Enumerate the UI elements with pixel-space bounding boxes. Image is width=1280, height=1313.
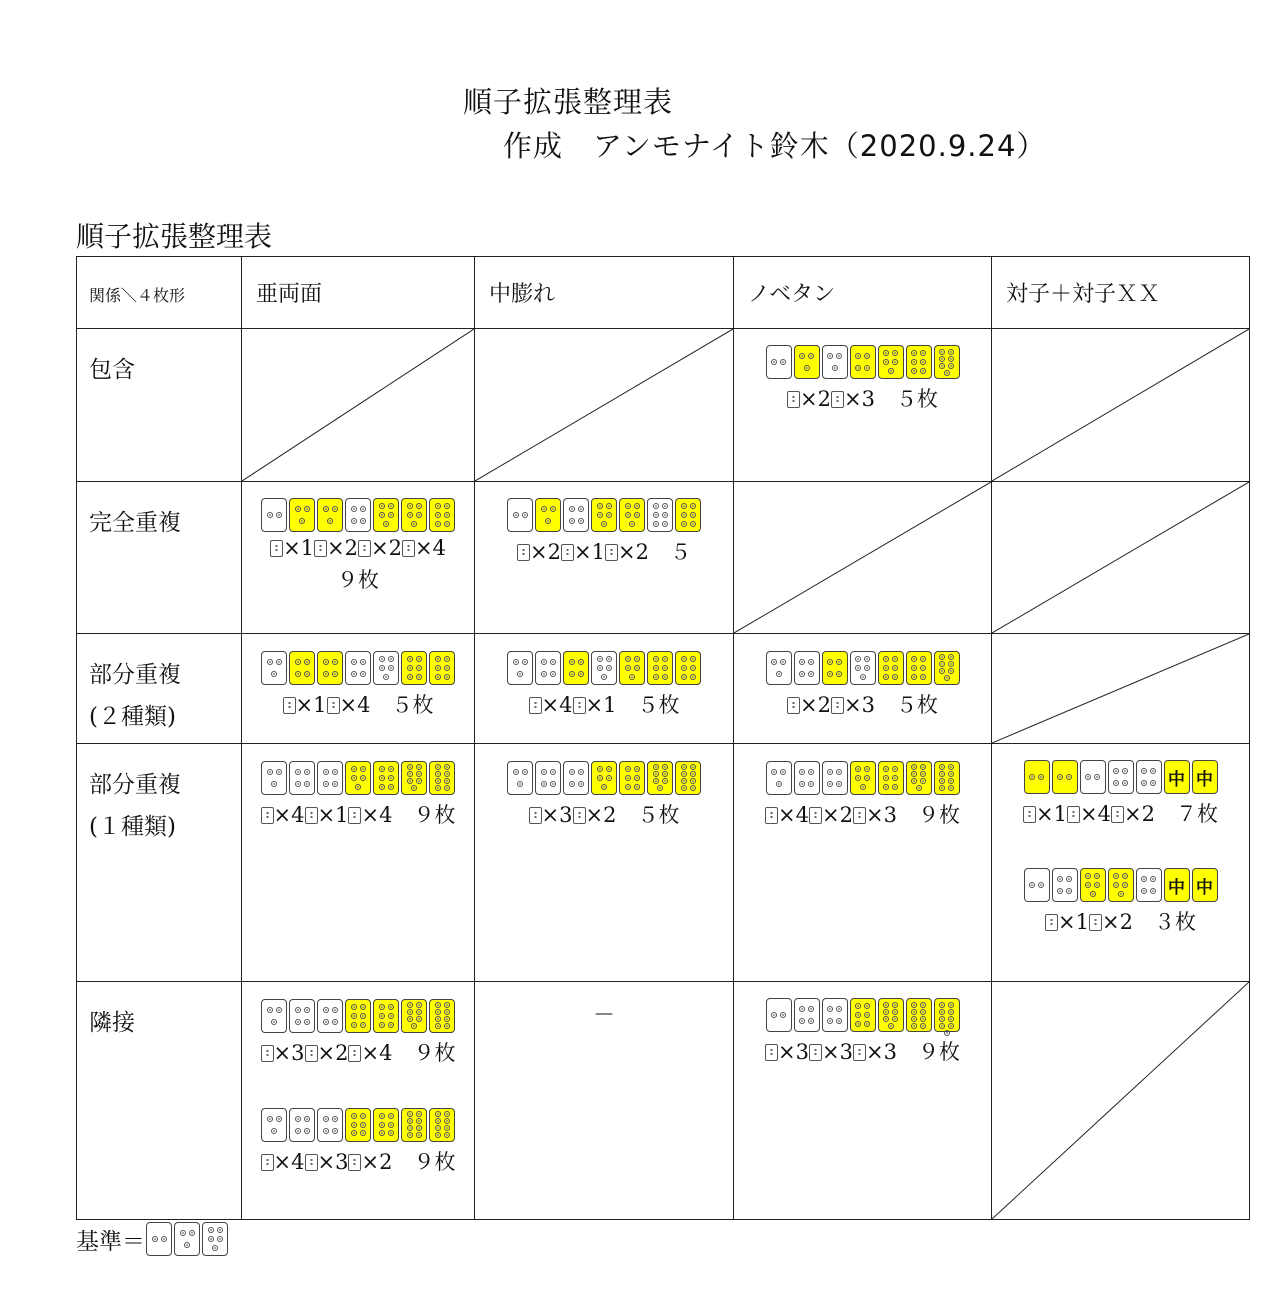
tile-row bbox=[260, 999, 456, 1033]
tile-row bbox=[260, 651, 456, 685]
pin-tile bbox=[647, 761, 673, 795]
row-label bbox=[77, 634, 242, 744]
wait-count-note bbox=[242, 799, 474, 829]
pin-tile bbox=[563, 761, 589, 795]
pin-tile bbox=[563, 498, 589, 532]
wait-count-note bbox=[475, 536, 733, 566]
hand-cell bbox=[734, 329, 992, 482]
mini-tile-icon bbox=[853, 807, 866, 824]
tile-row bbox=[260, 761, 456, 795]
pin-tile bbox=[619, 761, 645, 795]
pin-tile bbox=[345, 651, 371, 685]
mini-tile-icon bbox=[765, 807, 778, 824]
note-text: ×2 bbox=[1102, 910, 1133, 934]
mini-tile-icon bbox=[561, 544, 574, 561]
mini-tile-icon bbox=[314, 540, 327, 557]
row-label-text: 部分重複 (１種類) bbox=[89, 772, 181, 840]
note-text: ×4 bbox=[273, 1149, 305, 1174]
pin-tile bbox=[373, 1108, 399, 1142]
hand-cell bbox=[734, 634, 992, 744]
pin-tile bbox=[429, 761, 455, 795]
empty-cell bbox=[992, 329, 1250, 482]
table-row bbox=[77, 982, 1250, 1220]
empty-cell bbox=[992, 482, 1250, 634]
pin-tile bbox=[766, 651, 792, 685]
pin-tile bbox=[934, 345, 960, 379]
mini-tile-icon bbox=[605, 544, 618, 561]
mini-tile-icon bbox=[809, 807, 822, 824]
tile-row bbox=[765, 651, 961, 685]
pin-tile bbox=[1024, 760, 1050, 794]
note-text: ７枚 bbox=[1175, 802, 1218, 826]
note-text: ×4 ５枚 bbox=[339, 692, 434, 717]
pin-tile bbox=[289, 651, 315, 685]
pin-tile bbox=[289, 761, 315, 795]
note-text: ×4 bbox=[541, 692, 573, 717]
pin-tile bbox=[401, 651, 427, 685]
pin-tile bbox=[261, 761, 287, 795]
tile-row bbox=[260, 498, 456, 532]
dragon-tile: 中 bbox=[1164, 760, 1190, 794]
pin-tile bbox=[675, 761, 701, 795]
hand-cell bbox=[475, 982, 734, 1220]
note-text: ５枚 bbox=[895, 692, 938, 717]
pin-tile bbox=[934, 651, 960, 685]
pin-tile bbox=[429, 498, 455, 532]
note-text: ×3 bbox=[273, 1040, 305, 1065]
pin-tile bbox=[1108, 868, 1134, 902]
pin-tile bbox=[794, 345, 820, 379]
table-row bbox=[77, 482, 1250, 634]
dragon-tile: 中 bbox=[1192, 868, 1218, 902]
pin-tile bbox=[317, 999, 343, 1033]
dragon-tile: 中 bbox=[1192, 760, 1218, 794]
hand-cell bbox=[734, 982, 992, 1220]
mini-tile-icon bbox=[573, 807, 586, 824]
note-text: ×1 bbox=[1058, 910, 1089, 934]
pin-tile bbox=[794, 998, 820, 1032]
wait-count-note bbox=[475, 689, 733, 719]
mini-tile-icon bbox=[283, 697, 296, 714]
mini-tile-icon bbox=[1067, 806, 1080, 823]
pin-tile bbox=[202, 1222, 228, 1256]
tile-row bbox=[506, 498, 702, 532]
mini-tile-icon bbox=[261, 1154, 274, 1171]
pin-tile bbox=[591, 761, 617, 795]
pin-tile bbox=[1024, 868, 1050, 902]
wait-count-note bbox=[734, 689, 991, 719]
mini-tile-icon bbox=[261, 807, 274, 824]
row-label: 隣接 bbox=[77, 982, 242, 1220]
pin-tile bbox=[822, 998, 848, 1032]
pin-tile bbox=[317, 1108, 343, 1142]
pin-tile bbox=[345, 761, 371, 795]
tile-row bbox=[506, 761, 702, 795]
wait-count-note bbox=[475, 799, 733, 829]
mini-tile-icon bbox=[787, 391, 800, 408]
pin-tile bbox=[934, 761, 960, 795]
corner-header: 関係＼４枚形 bbox=[77, 257, 242, 329]
pin-tile bbox=[535, 498, 561, 532]
mini-tile-icon bbox=[573, 697, 586, 714]
pin-tile bbox=[1136, 868, 1162, 902]
note-text: ×4 ９枚 bbox=[361, 1040, 456, 1065]
pin-tile bbox=[289, 999, 315, 1033]
pin-tile bbox=[822, 761, 848, 795]
pin-tile bbox=[906, 761, 932, 795]
tile-row bbox=[765, 761, 961, 795]
doc-title: 順子拡張整理表 bbox=[463, 85, 674, 119]
pin-tile bbox=[507, 498, 533, 532]
pin-tile bbox=[401, 1108, 427, 1142]
pin-tile bbox=[850, 651, 876, 685]
dash-text: － bbox=[592, 1003, 615, 1028]
mini-tile-icon bbox=[765, 1044, 778, 1061]
mini-tile-icon bbox=[305, 1154, 318, 1171]
empty-cell bbox=[475, 329, 734, 482]
pin-tile bbox=[850, 998, 876, 1032]
pin-tile bbox=[1052, 868, 1078, 902]
note-text: ×1 bbox=[574, 540, 605, 564]
column-header-3: ノベタン bbox=[734, 257, 992, 329]
pin-tile bbox=[1052, 760, 1078, 794]
note-text: ×1 bbox=[1036, 802, 1068, 826]
note-text: ×2 bbox=[327, 536, 358, 560]
footer-reference bbox=[76, 1222, 229, 1256]
pin-tile bbox=[261, 1108, 287, 1142]
pin-tile bbox=[1136, 760, 1162, 794]
table-row bbox=[77, 329, 1250, 482]
mini-tile-icon bbox=[402, 540, 415, 557]
pin-tile bbox=[289, 1108, 315, 1142]
pin-tile bbox=[794, 761, 820, 795]
pin-tile bbox=[174, 1222, 200, 1256]
reference-tiles bbox=[145, 1222, 229, 1256]
tile-row bbox=[1023, 868, 1219, 902]
hand-cell bbox=[475, 634, 734, 744]
mini-tile-icon bbox=[1111, 806, 1124, 823]
pin-tile bbox=[906, 345, 932, 379]
pin-tile bbox=[906, 998, 932, 1032]
mini-tile-icon bbox=[1045, 914, 1058, 931]
row-label-text: 部分重複 (２種類) bbox=[89, 662, 181, 730]
pin-tile bbox=[878, 345, 904, 379]
note-text: ×3 bbox=[822, 1040, 853, 1064]
note-text: ×4 bbox=[273, 802, 305, 827]
hand-cell bbox=[242, 482, 475, 634]
note-text: ５枚 bbox=[895, 387, 938, 411]
pin-tile bbox=[345, 1108, 371, 1142]
note-text: ×2 bbox=[822, 802, 853, 827]
mini-tile-icon bbox=[348, 1154, 361, 1171]
note-text: ×2 bbox=[585, 802, 617, 827]
pin-tile bbox=[675, 498, 701, 532]
wait-count-note bbox=[242, 1146, 474, 1176]
pin-tile bbox=[535, 651, 561, 685]
mini-tile-icon bbox=[831, 391, 844, 408]
note-text: ×1 bbox=[585, 692, 617, 717]
mini-tile-icon bbox=[517, 544, 530, 561]
note-text: ×2 bbox=[530, 540, 562, 564]
pin-tile bbox=[507, 761, 533, 795]
mini-tile-icon bbox=[1089, 914, 1102, 931]
wait-count-note bbox=[734, 799, 991, 829]
summary-table bbox=[76, 256, 1250, 1220]
wait-count-note bbox=[242, 536, 474, 560]
pin-tile bbox=[507, 651, 533, 685]
pin-tile bbox=[345, 999, 371, 1033]
note-text: ×3 bbox=[844, 692, 875, 717]
pin-tile bbox=[794, 651, 820, 685]
mini-tile-icon bbox=[529, 697, 542, 714]
mini-tile-icon bbox=[261, 1045, 274, 1062]
wait-count-total: ９枚 bbox=[337, 568, 379, 592]
pin-tile bbox=[373, 651, 399, 685]
note-text: ３枚 bbox=[1153, 910, 1196, 934]
empty-cell bbox=[992, 982, 1250, 1220]
note-text: ×1 bbox=[295, 692, 327, 717]
note-text: ×2 bbox=[800, 387, 831, 411]
mini-tile-icon bbox=[305, 1045, 318, 1062]
pin-tile bbox=[906, 651, 932, 685]
note-text: ×3 bbox=[541, 802, 573, 827]
wait-count-note bbox=[734, 383, 991, 413]
mini-tile-icon bbox=[529, 807, 542, 824]
pin-tile bbox=[878, 761, 904, 795]
doc-author: 作成 アンモナイト鈴木（2020.9.24） bbox=[503, 129, 1047, 163]
pin-tile bbox=[619, 498, 645, 532]
note-text: ×3 ９枚 bbox=[865, 802, 960, 827]
empty-cell bbox=[992, 634, 1250, 744]
pin-tile bbox=[850, 761, 876, 795]
hand-cell bbox=[475, 744, 734, 982]
pin-tile bbox=[1108, 760, 1134, 794]
note-text: ×3 bbox=[844, 387, 875, 411]
pin-tile bbox=[317, 498, 343, 532]
note-text: ×4 bbox=[778, 802, 810, 827]
note-text: ×4 ９枚 bbox=[361, 802, 456, 827]
pin-tile bbox=[429, 999, 455, 1033]
pin-tile bbox=[289, 498, 315, 532]
table-row bbox=[77, 634, 1250, 744]
note-text: ９枚 bbox=[917, 1040, 960, 1064]
note-text: ×4 bbox=[1080, 802, 1111, 826]
wait-count-note bbox=[992, 798, 1249, 828]
pin-tile bbox=[401, 999, 427, 1033]
pin-tile bbox=[647, 498, 673, 532]
tile-row bbox=[260, 1108, 456, 1142]
pin-tile bbox=[591, 498, 617, 532]
hand-cell bbox=[242, 744, 475, 982]
mini-tile-icon bbox=[348, 807, 361, 824]
note-text: ×1 bbox=[283, 536, 315, 560]
empty-cell bbox=[242, 329, 475, 482]
mini-tile-icon bbox=[1023, 806, 1036, 823]
wait-count-note bbox=[242, 1037, 474, 1067]
hand-cell bbox=[992, 744, 1250, 982]
note-text: ×2 ９枚 bbox=[361, 1149, 456, 1174]
pin-tile bbox=[146, 1222, 172, 1256]
pin-tile bbox=[401, 761, 427, 795]
pin-tile bbox=[261, 651, 287, 685]
mini-tile-icon bbox=[358, 540, 371, 557]
pin-tile bbox=[373, 498, 399, 532]
wait-count-note bbox=[242, 689, 474, 719]
pin-tile bbox=[878, 998, 904, 1032]
note-text: ×2 bbox=[1123, 802, 1155, 826]
table-row bbox=[77, 744, 1250, 982]
pin-tile bbox=[766, 345, 792, 379]
column-header-1: 亜両面 bbox=[242, 257, 475, 329]
note-text: ×1 bbox=[317, 802, 349, 827]
pin-tile bbox=[1080, 760, 1106, 794]
row-label: 完全重複 bbox=[77, 482, 242, 634]
pin-tile bbox=[429, 1108, 455, 1142]
mini-tile-icon bbox=[270, 540, 283, 557]
note-text: ×3 bbox=[865, 1040, 897, 1064]
hand-cell bbox=[734, 744, 992, 982]
pin-tile bbox=[934, 998, 960, 1032]
pin-tile bbox=[373, 999, 399, 1033]
dragon-tile: 中 bbox=[1164, 868, 1190, 902]
row-label: 包含 bbox=[77, 329, 242, 482]
hand-cell bbox=[242, 634, 475, 744]
column-header-2: 中膨れ bbox=[475, 257, 734, 329]
pin-tile bbox=[429, 651, 455, 685]
pin-tile bbox=[591, 651, 617, 685]
pin-tile bbox=[766, 998, 792, 1032]
pin-tile bbox=[878, 651, 904, 685]
pin-tile bbox=[401, 498, 427, 532]
pin-tile bbox=[647, 651, 673, 685]
wait-count-note bbox=[992, 906, 1249, 936]
mini-tile-icon bbox=[831, 697, 844, 714]
pin-tile bbox=[619, 651, 645, 685]
table-header-row bbox=[77, 257, 1250, 329]
pin-tile bbox=[535, 761, 561, 795]
pin-tile bbox=[850, 345, 876, 379]
note-text: ×2 bbox=[800, 692, 831, 717]
hand-cell bbox=[242, 982, 475, 1220]
pin-tile bbox=[261, 999, 287, 1033]
note-text: ５枚 bbox=[637, 692, 680, 717]
pin-tile bbox=[317, 651, 343, 685]
column-header-4: 対子＋対子ＸＸ bbox=[992, 257, 1250, 329]
pin-tile bbox=[822, 345, 848, 379]
note-text: ×3 bbox=[317, 1149, 349, 1174]
note-text: ×2 bbox=[317, 1040, 349, 1065]
mini-tile-icon bbox=[305, 807, 318, 824]
pin-tile bbox=[822, 651, 848, 685]
hand-cell bbox=[475, 482, 734, 634]
mini-tile-icon bbox=[787, 697, 800, 714]
mini-tile-icon bbox=[327, 697, 340, 714]
mini-tile-icon bbox=[853, 1044, 866, 1061]
tile-row bbox=[1023, 760, 1219, 794]
mini-tile-icon bbox=[348, 1045, 361, 1062]
wait-count-note bbox=[734, 1036, 991, 1066]
tile-row bbox=[506, 651, 702, 685]
empty-cell bbox=[734, 482, 992, 634]
pin-tile bbox=[1080, 868, 1106, 902]
pin-tile bbox=[766, 761, 792, 795]
tile-row bbox=[765, 345, 961, 379]
note-text: ×2 ５ bbox=[617, 540, 691, 564]
mini-tile-icon bbox=[809, 1044, 822, 1061]
note-text: ×4 bbox=[414, 536, 446, 560]
pin-tile bbox=[261, 498, 287, 532]
pin-tile bbox=[373, 761, 399, 795]
pin-tile bbox=[563, 651, 589, 685]
note-text: ×3 bbox=[778, 1040, 810, 1064]
pin-tile bbox=[317, 761, 343, 795]
note-text: ５枚 bbox=[637, 802, 680, 827]
pin-tile bbox=[675, 651, 701, 685]
note-text: ×2 bbox=[371, 536, 402, 560]
pin-tile bbox=[345, 498, 371, 532]
footer-label: 基準＝ bbox=[76, 1228, 145, 1255]
section-title: 順子拡張整理表 bbox=[76, 220, 273, 253]
row-label bbox=[77, 744, 242, 982]
tile-row bbox=[765, 998, 961, 1032]
